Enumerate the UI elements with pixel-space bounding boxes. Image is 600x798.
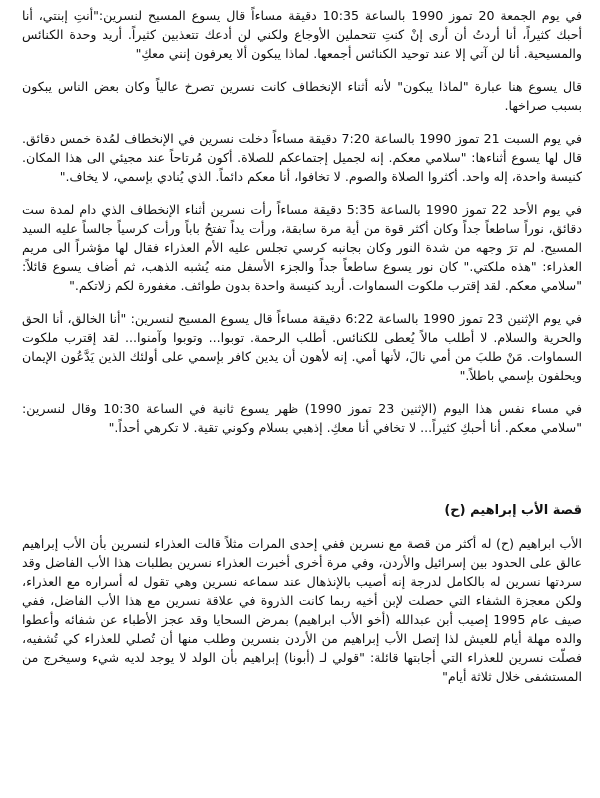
section-spacer [22,451,582,501]
paragraph-sunday-message: في يوم الأحد 22 تموز 1990 بالساعة 5:35 دقيقة مساءاً رأت نسرين أثناء الإنخطاف الذي دام لمدة ست دقائق، نوراً ساطعاً جداً وكان أكثر قوة من أية مرة سابقة، ورأت يداً تفتحُ باباً ورأت كرسياً جالساً عليه السيد المسيح. لم ترَ وجهه من شدة النور وكان بجانبه كرسي تجلس عليه الأم العذراء فقال لها مؤشراً الى مريم العذراء: "هذه ملكتي." كان نور يسوع ساطعاً جداً والجزء الأسفل منه يُشبه الذهب، ثم أضاف يسوع قائلاً: "سلامي معكم. لقد إقترب ملكوت السماوات. أريد كنيسة واحدة بدون طوائف. مغفورة لكم زلاتكم." [22,202,582,293]
paragraph-monday-message: في يوم الإثنين 23 تموز 1990 بالساعة 6:22 دقيقة مساءاً قال يسوع المسيح لنسرين: "أنا الخالق، أنا الحق والحرية والسلام. لا أطلب مالاً يُعطى للكنائس. أطلب الرحمة. توبوا... وتوبوا وآمنوا... لقد إقترب ملكوت السماوات. مَنْ طلبَ من أمي نالَ، لأنها أمي. إنه لأهون أن يدين كافر بإسمي على أولئك الذين يَدَّعُون الإيمان ويحلفون بإسمي باطلاً." [22,311,582,383]
section-heading: قصة الأب إبراهيم (ح) [444,503,582,518]
paragraph-monday-evening-message: في مساء نفس هذا اليوم (الإثنين 23 تموز 1990) ظهر يسوع ثانية في الساعة 10:30 وقال لنسرين: "سلامي معكم. أنا أحبكِ كثيراً... لا تخافي أنا معكِ. إذهبي بسلام وكوني تقية. لا تكرهي أحداً." [22,401,582,435]
paragraph-friday-message: في يوم الجمعة 20 تموز 1990 بالساعة 10:35 دقيقة مساءاً قال يسوع المسيح لنسرين:"أنتِ إبنتي، أنا أحبك كثيراً، أنا أردتُ أن أرى إنْ كنتِ تتحملين الأوجاع ولكني لن أدعك تتعذبين كثيراً. أريد وحدة الكنائس والمسيحية. أنا لن آتي إلا عند توحيد الكنائس أجمعها. لماذا يبكون ألا يعرفون إنني معكِ" [22,8,582,61]
paragraph-explanation: قال يسوع هنا عبارة "لماذا يبكون" لأنه أثناء الإنخطاف كانت نسرين تصرخ عالياً وكان بعض الناس يبكون بسبب صراخها. [22,79,582,113]
paragraph-father-ibrahim-story: الأب ابراهيم (ح) له أكثر من قصة مع نسرين ففي إحدى المرات مثلاً قالت العذراء لنسرين بأن الأب إبراهيم عالق على الحدود بين إسرائيل والأردن، وفي مرة أخرى أخبرت العذراء نسرين بطلبات هذا الأب الفاضل وقد سردتها نسرين له بالكامل لدرجة إنه أصيب بالإنذهال عند سماعه نسرين وهي تقول له أسراره مع العذراء، ولكن معجزة الشفاء التي حصلت لإبن أخيه ربما كانت الذروة في علاقة نسرين مع هذا الأب الفاضل، ففي صيف عام 1995 إصيب أبن عبدالله (أخو الأب ابراهيم) بمرض السحايا وقد عجز الأطباء عن شفائه وأعطوا والده مهلة أيام للعيش لذا إتصل الأب إبراهيم من الأردن بنسرين وطلب منها أن تُصلي للعذراء كي تُشفيه، فصلّت نسرين للعذراء التي أجابتها قائلة: "قولي لـ (أبونا) إبراهيم بأن الولد لا يوجد لديه شيء وسيخرج من المستشفى خلال ثلاثة أيام" [22,536,582,684]
paragraph-saturday-message: في يوم السبت 21 تموز 1990 بالساعة 7:20 دقيقة مساءاً دخلت نسرين في الإنخطاف لمُدة خمس دقائق. قال لها يسوع أثناءها: "سلامي معكم. إنه لجميل إجتماعكم للصلاة. أكون مُرتاحاً عند مجيئي الى هذا المكان. كنيسة واحدة، إله واحد. أكثروا الصلاة والصوم. لا تخافوا، أنا معكم دائماً. الذي يُنادي بإسمي، لا يخاف." [22,131,582,184]
document-page [22,6,582,700]
